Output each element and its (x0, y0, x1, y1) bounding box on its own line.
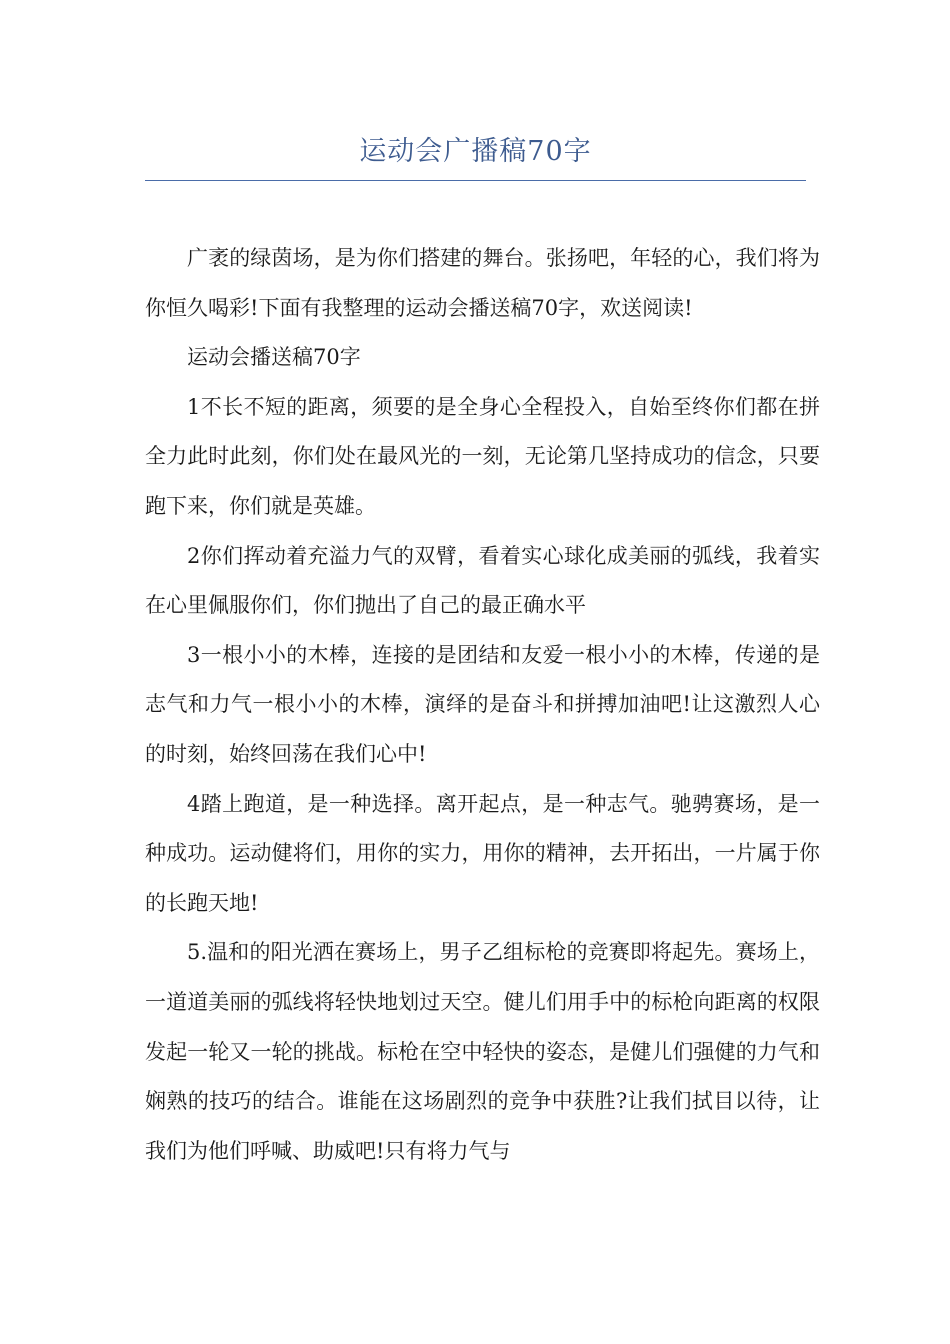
title-underline (145, 180, 806, 181)
document-title: 运动会广播稿70字 (359, 136, 592, 167)
paragraph-item-1: 1不长不短的距离，须要的是全身心全程投入，自始至终你们都在拼全力此时此刻，你们处在最风光的一刻，无论第几坚持成功的信念，只要跑下来，你们就是英雄。 (145, 394, 820, 518)
paragraph-item-5: 5.温和的阳光洒在赛场上，男子乙组标枪的竞赛即将起先。赛场上，一道道美丽的弧线将轻快地划过天空。健儿们用手中的标枪向距离的权限发起一轮又一轮的挑战。标枪在空中轻快的姿态，是健儿们强健的力气和娴熟的技巧的结合。谁能在这场剧烈的竞争中获胜?让我们拭目以待，让我们为他们呼喊、助威吧!只有将力气与 (145, 940, 820, 1163)
document-body (145, 234, 820, 1176)
paragraph-item-3: 3一根小小的木棒，连接的是团结和友爱一根小小的木棒，传递的是志气和力气一根小小的木棒，演绎的是奋斗和拼搏加油吧!让这激烈人心的时刻，始终回荡在我们心中! (145, 642, 820, 766)
paragraph-intro: 广袤的绿茵场，是为你们搭建的舞台。张扬吧，年轻的心，我们将为你恒久喝彩!下面有我整理的运动会播送稿70字，欢送阅读! (145, 246, 820, 320)
paragraph-item-2: 2你们挥动着充溢力气的双臂，看着实心球化成美丽的弧线，我着实在心里佩服你们，你们抛出了自己的最正确水平 (145, 543, 820, 618)
paragraph-item-4: 4踏上跑道，是一种选择。离开起点，是一种志气。驰骋赛场，是一种成功。运动健将们，用你的实力，用你的精神，去开拓出，一片属于你的长跑天地! (145, 791, 820, 915)
paragraph-subheading: 运动会播送稿70字 (187, 345, 361, 370)
